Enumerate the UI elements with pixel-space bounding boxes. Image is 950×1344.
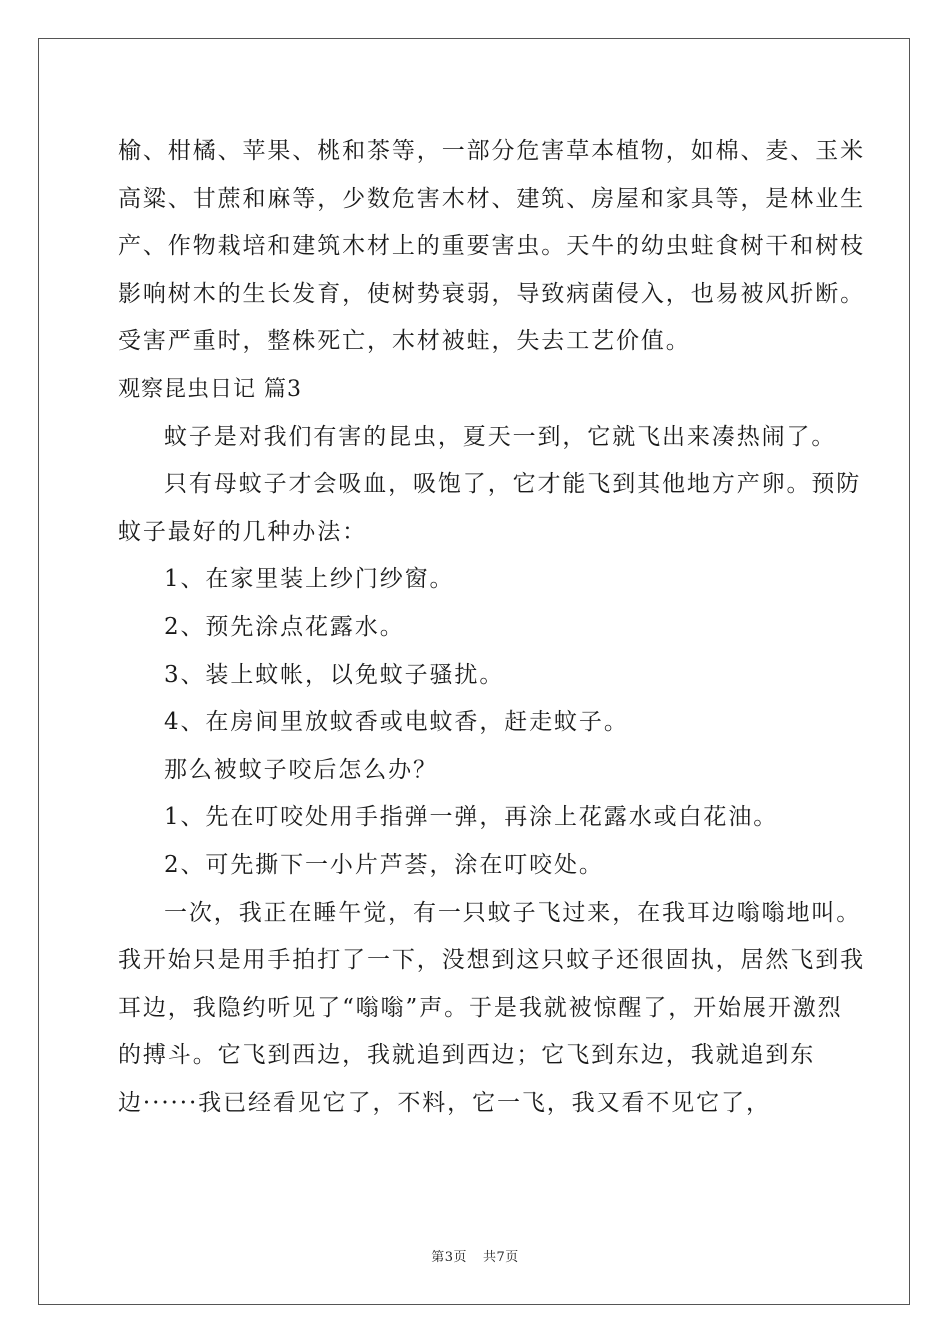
story-line-5: 边······我已经看见它了，不料，它一飞，我又看不见它了， — [118, 1089, 771, 1116]
list-item-2: 2、预先涂点花露水。 — [164, 613, 405, 640]
document-body — [118, 128, 865, 1127]
story-line-4: 的搏斗。它飞到西边，我就追到西边；它飞到东边，我就追到东 — [118, 1042, 816, 1069]
text-line-4: 影响树木的生长发育，使树势衰弱，导致病菌侵入，也易被风折断。 — [118, 280, 865, 307]
list-item-1: 1、在家里装上纱门纱窗。 — [164, 566, 455, 593]
text-line-3: 产、作物栽培和建筑木材上的重要害虫。天牛的幼虫蛀食树干和树枝 — [118, 233, 865, 260]
paragraph-line-7: 蚊子是对我们有害的昆虫，夏天一到，它就飞出来凑热闹了。 — [164, 423, 837, 450]
page-number: 第3页 — [431, 1250, 467, 1265]
remedy-item-2: 2、可先撕下一小片芦荟，涂在叮咬处。 — [164, 851, 604, 878]
remedy-item-1: 1、先在叮咬处用手指弹一弹，再涂上花露水或白花油。 — [164, 804, 779, 831]
list-item-3: 3、装上蚊帐，以免蚊子骚扰。 — [164, 661, 505, 688]
story-line-2: 我开始只是用手拍打了一下，没想到这只蚊子还很固执，居然飞到我 — [118, 947, 865, 974]
list-item-4: 4、在房间里放蚊香或电蚊香，赶走蚊子。 — [164, 709, 629, 736]
story-line-3: 耳边，我隐约听见了“嗡嗡”声。于是我就被惊醒了，开始展开激烈 — [118, 994, 843, 1021]
page-footer — [0, 1246, 950, 1265]
text-line-5: 受害严重时，整株死亡，木材被蛀，失去工艺价值。 — [118, 328, 691, 355]
question-line: 那么被蚊子咬后怎么办？ — [164, 756, 438, 783]
paragraph-line-9: 蚊子最好的几种办法： — [118, 518, 367, 545]
paragraph-line-8: 只有母蚊子才会吸血，吸饱了，它才能飞到其他地方产卵。预防 — [164, 471, 862, 498]
text-line-2: 高粱、甘蔗和麻等，少数危害木材、建筑、房屋和家具等，是林业生 — [118, 185, 865, 212]
story-line-1: 一次，我正在睡午觉，有一只蚊子飞过来，在我耳边嗡嗡地叫。 — [164, 899, 862, 926]
section-heading: 观察昆虫日记 篇3 — [118, 376, 302, 402]
text-line-1: 榆、柑橘、苹果、桃和茶等，一部分危害草本植物，如棉、麦、玉米 — [118, 138, 865, 164]
page-total: 共7页 — [483, 1250, 519, 1265]
